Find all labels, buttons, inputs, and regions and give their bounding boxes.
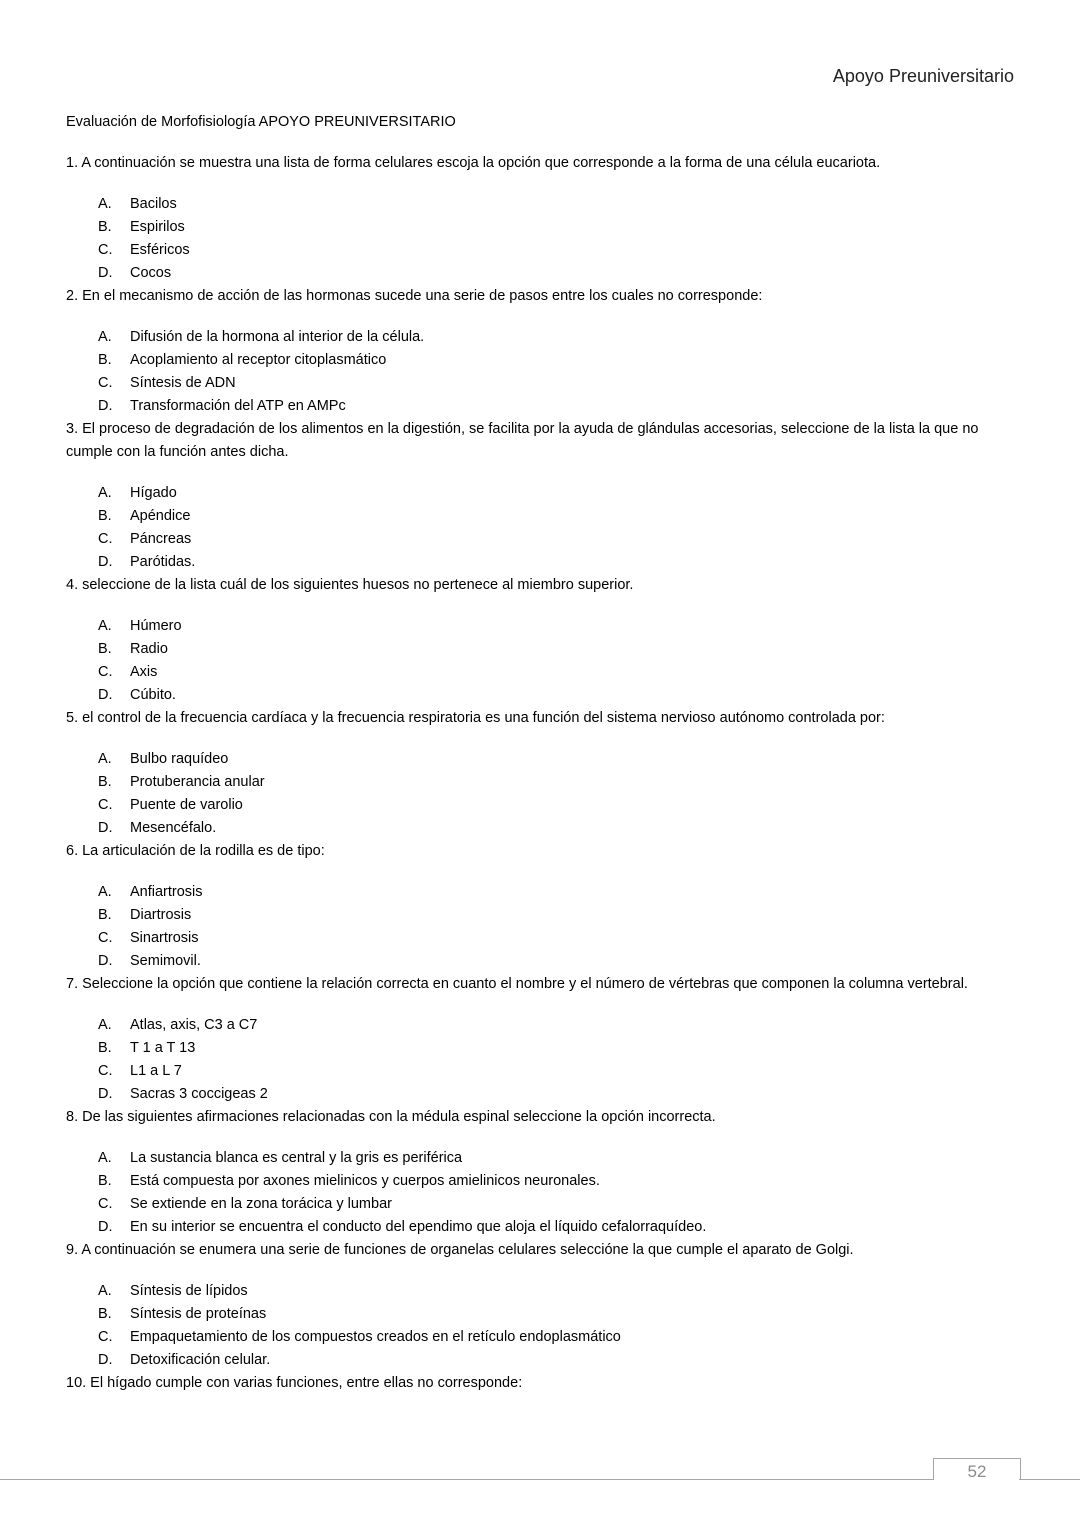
answer-option xyxy=(66,1037,1016,1060)
option-text: Síntesis de ADN xyxy=(130,375,236,391)
option-letter: A. xyxy=(98,329,112,345)
option-letter: A. xyxy=(98,485,112,501)
answer-option xyxy=(66,482,1016,505)
option-letter: A. xyxy=(98,1017,112,1033)
document-body xyxy=(66,111,1016,1395)
option-letter: C. xyxy=(98,375,113,391)
answer-option xyxy=(66,927,1016,950)
option-letter: C. xyxy=(98,797,113,813)
option-letter: D. xyxy=(98,398,113,414)
option-list xyxy=(66,1147,1016,1239)
option-text: Páncreas xyxy=(130,531,192,547)
option-list xyxy=(66,482,1016,574)
answer-option xyxy=(66,1193,1016,1216)
answer-option xyxy=(66,771,1016,794)
running-header: Apoyo Preuniversitario xyxy=(832,66,1014,86)
question-list xyxy=(66,152,1016,1395)
answer-option xyxy=(66,372,1016,395)
option-letter: D. xyxy=(98,953,113,969)
option-letter: A. xyxy=(98,884,112,900)
question-text: 4. seleccione de la lista cuál de los siguientes huesos no pertenece al miembro superior. xyxy=(66,577,634,593)
option-list xyxy=(66,193,1016,285)
answer-option xyxy=(66,1303,1016,1326)
footer-rule-left xyxy=(0,1479,934,1480)
question-2 xyxy=(66,285,1016,418)
answer-option xyxy=(66,193,1016,216)
answer-option xyxy=(66,817,1016,840)
option-list xyxy=(66,615,1016,707)
option-text: Anfiartrosis xyxy=(130,884,203,900)
option-letter: B. xyxy=(98,774,112,790)
option-text: Síntesis de lípidos xyxy=(130,1283,248,1299)
answer-option xyxy=(66,1014,1016,1037)
option-text: Está compuesta por axones mielinicos y cuerpos amielinicos neuronales. xyxy=(130,1173,600,1189)
option-text: Diartrosis xyxy=(130,907,192,923)
option-text: Bulbo raquídeo xyxy=(130,751,229,767)
option-letter: D. xyxy=(98,820,113,836)
answer-option xyxy=(66,881,1016,904)
answer-option xyxy=(66,1326,1016,1349)
document-title: Evaluación de Morfofisiología APOYO PREUNIVERSITARIO xyxy=(66,114,456,130)
answer-option xyxy=(66,638,1016,661)
option-letter: A. xyxy=(98,618,112,634)
option-letter: B. xyxy=(98,1173,112,1189)
option-letter: C. xyxy=(98,664,113,680)
option-letter: D. xyxy=(98,1086,113,1102)
question-6 xyxy=(66,840,1016,973)
option-letter: A. xyxy=(98,1283,112,1299)
answer-option xyxy=(66,505,1016,528)
answer-option xyxy=(66,950,1016,973)
option-text: T 1 a T 13 xyxy=(130,1040,196,1056)
option-text: Cocos xyxy=(130,265,172,281)
option-letter: D. xyxy=(98,1352,113,1368)
question-4 xyxy=(66,574,1016,707)
answer-option xyxy=(66,1083,1016,1106)
answer-option xyxy=(66,1280,1016,1303)
option-text: Puente de varolio xyxy=(130,797,243,813)
answer-option xyxy=(66,239,1016,262)
question-10 xyxy=(66,1372,1016,1395)
option-letter: C. xyxy=(98,531,113,547)
option-letter: C. xyxy=(98,930,113,946)
option-text: Mesencéfalo. xyxy=(130,820,217,836)
option-letter: A. xyxy=(98,1150,112,1166)
option-text: Semimovil. xyxy=(130,953,201,969)
option-text: La sustancia blanca es central y la gris es periférica xyxy=(130,1150,463,1166)
option-text: L1 a L 7 xyxy=(130,1063,182,1079)
option-letter: B. xyxy=(98,352,112,368)
answer-option xyxy=(66,684,1016,707)
option-text: Cúbito. xyxy=(130,687,176,703)
option-letter: B. xyxy=(98,641,112,657)
option-text: Acoplamiento al receptor citoplasmático xyxy=(130,352,387,368)
option-text: Espirilos xyxy=(130,219,185,235)
option-letter: A. xyxy=(98,196,112,212)
option-letter: D. xyxy=(98,554,113,570)
option-letter: C. xyxy=(98,1063,113,1079)
option-text: Parótidas. xyxy=(130,554,196,570)
option-text: Difusión de la hormona al interior de la célula. xyxy=(130,329,425,345)
option-letter: B. xyxy=(98,1040,112,1056)
answer-option xyxy=(66,1170,1016,1193)
answer-option xyxy=(66,262,1016,285)
footer-rule-right xyxy=(1019,1479,1080,1480)
option-text: Hígado xyxy=(130,485,177,501)
question-text: 6. La articulación de la rodilla es de tipo: xyxy=(66,843,325,859)
option-letter: B. xyxy=(98,907,112,923)
option-text: Empaquetamiento de los compuestos creados en el retículo endoplasmático xyxy=(130,1329,621,1345)
option-text: Esféricos xyxy=(130,242,190,258)
option-text: Axis xyxy=(130,664,158,680)
option-letter: C. xyxy=(98,242,113,258)
option-text: Se extiende en la zona torácica y lumbar xyxy=(130,1196,392,1212)
option-text: Protuberancia anular xyxy=(130,774,265,790)
option-text: Húmero xyxy=(130,618,182,634)
page-number: 52 xyxy=(933,1458,1021,1480)
answer-option xyxy=(66,794,1016,817)
option-text: Síntesis de proteínas xyxy=(130,1306,267,1322)
answer-option xyxy=(66,326,1016,349)
answer-option xyxy=(66,216,1016,239)
question-3 xyxy=(66,418,1016,574)
option-text: Transformación del ATP en AMPc xyxy=(130,398,346,414)
question-text: 9. A continuación se enumera una serie de funciones de organelas celulares seleccióne la que cumple el aparato de Golgi. xyxy=(66,1242,854,1258)
question-text: 1. A continuación se muestra una lista de forma celulares escoja la opción que corresponde a la forma de una célula eucariota. xyxy=(66,155,881,171)
option-list xyxy=(66,881,1016,973)
question-text: 10. El hígado cumple con varias funciones, entre ellas no corresponde: xyxy=(66,1375,523,1391)
question-text: 7. Seleccione la opción que contiene la relación correcta en cuanto el nombre y el número de vértebras que componen la columna vertebral. xyxy=(66,976,968,992)
answer-option xyxy=(66,528,1016,551)
option-text: Radio xyxy=(130,641,168,657)
question-5 xyxy=(66,707,1016,840)
option-letter: B. xyxy=(98,508,112,524)
option-letter: C. xyxy=(98,1329,113,1345)
question-8 xyxy=(66,1106,1016,1239)
answer-option xyxy=(66,1216,1016,1239)
question-text: 3. El proceso de degradación de los alimentos en la digestión, se facilita por la ayuda de glándulas accesorias, seleccione de la lista la que no cumple con la función antes dicha. xyxy=(66,421,979,460)
question-text: 2. En el mecanismo de acción de las hormonas sucede una serie de pasos entre los cuales no corresponde: xyxy=(66,288,763,304)
answer-option xyxy=(66,1060,1016,1083)
question-7 xyxy=(66,973,1016,1106)
answer-option xyxy=(66,395,1016,418)
option-text: Sinartrosis xyxy=(130,930,199,946)
option-list xyxy=(66,748,1016,840)
question-9 xyxy=(66,1239,1016,1372)
option-text: Bacilos xyxy=(130,196,177,212)
answer-option xyxy=(66,1147,1016,1170)
option-text: Sacras 3 coccigeas 2 xyxy=(130,1086,268,1102)
option-letter: D. xyxy=(98,265,113,281)
option-letter: B. xyxy=(98,1306,112,1322)
option-letter: D. xyxy=(98,1219,113,1235)
option-text: Apéndice xyxy=(130,508,191,524)
answer-option xyxy=(66,904,1016,927)
option-text: Atlas, axis, C3 a C7 xyxy=(130,1017,258,1033)
question-1 xyxy=(66,152,1016,285)
option-text: En su interior se encuentra el conducto del ependimo que aloja el líquido cefalorraquídeo. xyxy=(130,1219,707,1235)
option-list xyxy=(66,1280,1016,1372)
answer-option xyxy=(66,1349,1016,1372)
answer-option xyxy=(66,661,1016,684)
option-letter: B. xyxy=(98,219,112,235)
answer-option xyxy=(66,615,1016,638)
option-letter: C. xyxy=(98,1196,113,1212)
option-letter: D. xyxy=(98,687,113,703)
question-text: 5. el control de la frecuencia cardíaca y la frecuencia respiratoria es una función del sistema nervioso autónomo controlada por: xyxy=(66,710,885,726)
option-list xyxy=(66,1014,1016,1106)
question-text: 8. De las siguientes afirmaciones relacionadas con la médula espinal seleccione la opción incorrecta. xyxy=(66,1109,716,1125)
option-list xyxy=(66,326,1016,418)
answer-option xyxy=(66,748,1016,771)
option-letter: A. xyxy=(98,751,112,767)
option-text: Detoxificación celular. xyxy=(130,1352,271,1368)
answer-option xyxy=(66,551,1016,574)
answer-option xyxy=(66,349,1016,372)
